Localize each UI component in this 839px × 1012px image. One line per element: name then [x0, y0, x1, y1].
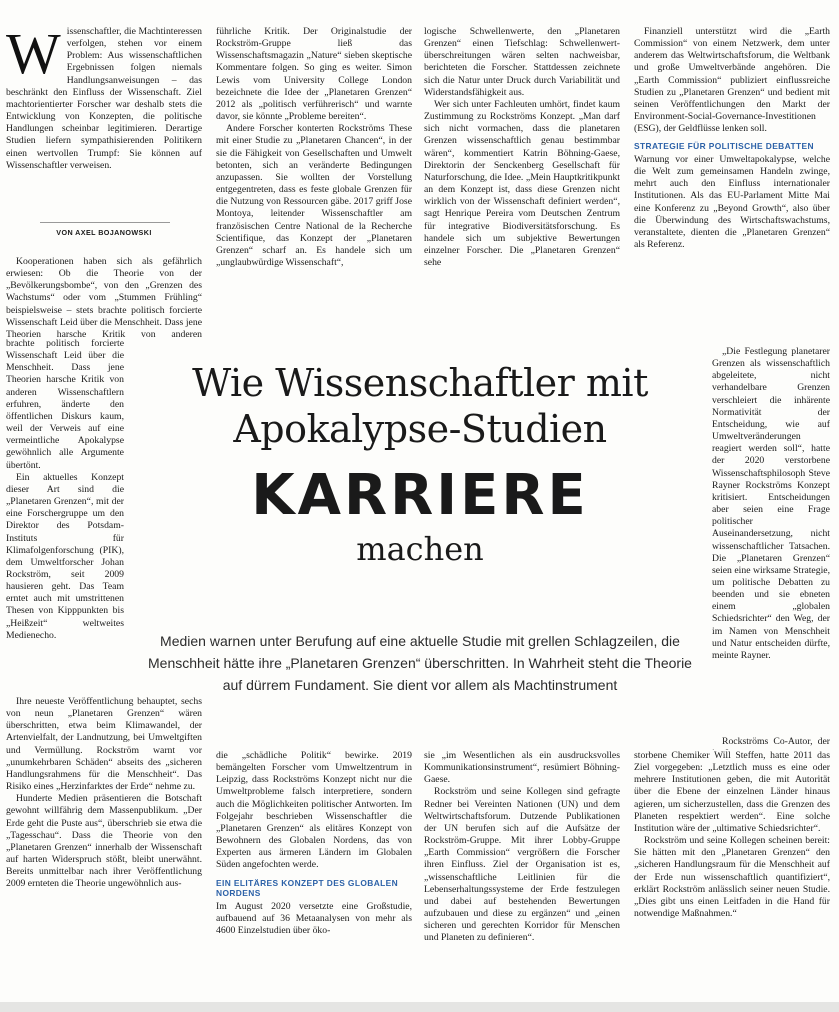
column-2-bottom	[216, 750, 412, 996]
subhead-elitaer: EIN ELITÄRES KONZEPT DES GLOBALEN NORDENS	[216, 877, 399, 899]
column-2-top	[216, 26, 412, 330]
dropcap-letter: W	[6, 26, 61, 86]
paragraph: Rockström und seine Kollegen scheinen bereit: Sie hätten mit den „Planetaren Grenzen“ den „sicheren Handlungsraum für die Menschheit auf der Erde nun wissenschaftlich quantifiziert“, erklärt Rockström anlässlich seiner neuen Studie. „Dies gibt uns einen Leitfaden in die Hand für notwendige Maßnahmen.“	[634, 835, 830, 920]
intro-paragraph: issenschaftler, die Machtinteressen verfolgen, stehen vor einem Problem: Aus wissenschaftlichen Ergebnissen folgen niemals Handlungsanweisungen – das beschränkt den Einfluss der Wissenschaft. Ziel machtorientierter Forscher war deshalb stets die Entwicklung von Konzepten, die politische Handlungen scheinbar legitimieren. Derartige Studien liefern sympathisierenden Politikern einen wertvollen Trumpf: Sie können auf Wissenschaftler verweisen.	[6, 26, 202, 171]
paragraph: Ein aktuelles Konzept dieser Art sind die „Planetaren Grenzen“, mit der eine Forschergruppe um den Direktor des Potsdam-Instituts für Klimafolgenforschung (PIK), dem Umweltforscher Johan Rockström, seit 2009 hausieren geht. Das Team erntet auch mit umstrittenen Thesen von Kipppunkten bis „Heißzeit“ weltweites Medienecho.	[6, 471, 124, 641]
paragraph: „Die Festlegung planetarer Grenzen als wissenschaftlich abgeleitete, nicht verhandelbare Grenzen verschleiert die inhärente Normativität der Entscheidung, wie auf Umweltveränderungen reagiert werden soll“, hatte der 2020 verstorbene Wissenschaftsphilosoph Steve Rayner Rockströms Konzept kritisiert. Entscheidungen aber seien eine Frage politischer Auseinandersetzung, nicht wissenschaftlicher Tatsachen. Die „Planetaren Grenzen“ seien eine wirksame Strategie, um politische Debatten zu beenden und sie ebneten einem „globalen Schiedsrichter“ den Weg, der im Namen von Menschheit und Natur entscheiden dürfte, meinte Rayner.	[712, 346, 830, 661]
paragraph: Im August 2020 versetzte eine Großstudie, aufbauend auf 36 Metaanalysen von mehr als 4600 Einzelstudien über öko-	[216, 900, 412, 936]
page-bottom-edge	[0, 1002, 839, 1012]
column-4-p4	[712, 736, 830, 750]
paragraph: die „schädliche Politik“ bewirke. 2019 bemängelten Forscher vom Umweltzentrum in Leipzig, dass Rockströms Konzept nicht nur die Umweltprobleme falsch interpretiere, sondern auch die Möglichkeiten politischer Antworten. Im Folgejahr beschrieben Wissenschaftler die „Planetaren Grenzen“ als elitäres Konzept von Bewohnern des Globalen Nordens, das von Experten aus ärmeren Ländern im Globalen Süden angefochten werde.	[216, 750, 412, 871]
paragraph: Rockströms Co-Autor, der	[722, 736, 830, 747]
subhead-strategy: STRATEGIE FÜR POLITISCHE DEBATTEN	[634, 141, 814, 152]
headline-line-3: machen	[356, 530, 484, 568]
paragraph: Rockström und seine Kollegen sind gefragte Redner bei Vereinten Nationen (UN) und dem Weltwirtschaftsforum. Dutzende Publikationen der UN berufen sich auf die Aufsätze der Rockström-Gruppe. Mit ihrer Lobby-Gruppe „Earth Commission“ vergrößern die Forscher ihren Einfluss. Ziel der Organisation ist es, „wissenschaftliche Leitlinien für die Lebenserhaltungssysteme der Erde festzulegen und dabei auf bestehenden Bewertungen aufzubauen und diese zu ergänzen“ und „einen sicheren und gerechten Korridor für Menschen und Planeten zu definieren“.	[424, 786, 620, 944]
paragraph: Warnung vor einer Umweltapokalypse, welche die Welt zum gemeinsamen Handeln zwinge, mehrt auch den Einfluss internationaler Institutionen. Als das EU-Parlament Mitte Mai eine Konferenz zu „Beyond Growth“, also über die Überwindung des Wirtschaftswachstums, veranstaltete, dienten die „Planetaren Grenzen“ als Referenz.	[634, 153, 830, 250]
headline-line-1: Wie Wissenschaftler mit	[192, 361, 648, 405]
column-3-bottom	[424, 750, 620, 996]
paragraph: Kooperationen haben sich als gefährlich erwiesen: Ob die Theorie von der „Bevölkerungsbombe“, von den „Grenzen des Wachstums“ oder vom „Stummen Frühling“ beispielsweise – stets brachte politisch forcierte Wissenschaft Leid über die Menschheit. Dass jene Theorien harsche Kritik von anderen	[6, 256, 202, 338]
paragraph: Ihre neueste Veröffentlichung behauptet, sechs von neun „Planetaren Grenzen“ wären überschritten, etwa beim Klimawandel, der Artenvielfalt, der Landnutzung, bei Umweltgiften und Vermüllung. Rockström warnt vor „unumkehrbaren Schäden“ abseits des „sicheren Handlungsrahmens für die Menschheit“. Das Risiko eines „Herzinfarktes der Erde“ nehme zu.	[6, 696, 202, 793]
column-1-p2-full	[6, 256, 202, 338]
headline	[140, 360, 700, 568]
paragraph: Hunderte Medien präsentieren die Botschaft gewohnt willfährig dem Massenpublikum. „Der Erde geht die Puste aus“, überschrieb sie etwa die „Tagesschau“. Dass die Theorie von den „Planetaren Grenzen“ innerhalb der Wissenschaft auf harten Widerspruch stößt, bleibt unerwähnt. Bereits unmittelbar nach ihrer Veröffentlichung 2009 ernteten die Theorie ungewöhnlich aus-	[6, 793, 202, 890]
paragraph: Finanziell unterstützt wird die „Earth Commission“ von einem Netzwerk, dem unter anderem das Weltwirtschaftsforum, die Weltbank und große Umweltverbände angehören. Die „Earth Commission“ publiziert einflussreiche Studien zu „Planetaren Grenzen“ und bedient mit seinen Veröffentlichungen den Markt der Environment-Social-Governance-Investitionen (ESG), der Geldflüsse lenken soll.	[634, 26, 830, 135]
paragraph: storbene Chemiker Will Steffen, hatte 2011 das Ziel vorgegeben: „Letztlich muss es eine oder mehrere Institutionen geben, die mit Autorität über die Ebene der einzelnen Länder hinaus agieren, um sicherzustellen, dass die Grenzen des Planeten respektiert werden“. Eine solche Institution wäre der „ultimative Schiedsrichter“.	[634, 750, 830, 834]
paragraph: logische Schwellenwerte, den „Planetaren Grenzen“ einen Tiefschlag: Schwellenwert-überschreitungen wären selten nachweisbar, berichteten die Forscher. Stattdessen zeichnete sich die Natur unter Druck durch Variabilität und Widerstandsfähigkeit aus.	[424, 26, 620, 98]
byline: VON AXEL BOJANOWSKI	[56, 228, 152, 237]
column-4-bottom	[634, 750, 830, 996]
column-1-top	[6, 26, 202, 218]
headline-line-2: Apokalypse-Studien	[233, 407, 607, 451]
paragraph-continued: brachte politisch forcierte Wissenschaft Leid über die Menschheit. Dass jene Theorien harsche Kritik von anderen Wissenschaftlern erfuhren, änderte den öffentlichen Diskurs kaum, weil der Verweis auf eine vermeintliche Apokalypse gewöhnlich alle Argumente übertönt.	[6, 338, 124, 471]
paragraph: Wer sich unter Fachleuten umhört, findet kaum Zustimmung zu Rockströms Konzept. „Man darf sich nicht vormachen, dass die planetaren Grenzen wissenschaftlich genau bestimmbar wären“, kommentiert Katrin Böhning-Gaese, Direktorin der Senckenberg Gesellschaft für Naturforschung, die Idee. „Mein Hauptkritikpunkt an dem Konzept ist, dass diese Grenzen nicht wirklich von der Wissenschaft definiert werden“, sagt Henrique Pereira vom Deutschen Zentrum für integrative Biodiversitätsforschung. Es handele sich um subjektive Bewertungen einzelner Forscher. Die „Planetaren Grenzen“ sehe	[424, 98, 620, 268]
paragraph: führliche Kritik. Der Originalstudie der Rockström-Gruppe ließ das Wissenschaftsmagazin „Nature“ sieben skeptische Kommentare folgen. So ging es weiter. Simon Lewis vom University College London bezeichnete die Idee der „Planetaren Grenzen“ 2012 als „politisch verführerisch“ und warnte davor, sie könnte „Probleme bereiten“.	[216, 26, 412, 123]
byline-rule	[40, 222, 170, 223]
column-4-narrow	[712, 346, 830, 736]
column-3-top	[424, 26, 620, 330]
column-1-bottom	[6, 696, 202, 996]
deck-text: Medien warnen unter Berufung auf eine aktuelle Studie mit grellen Schlagzeilen, die Menschheit hätte ihre „Planetaren Grenzen“ überschritten. In Wahrheit steht die Theorie auf dürrem Fundament. Sie dient vor allem als Machtinstrument	[148, 633, 692, 693]
paragraph: sie „im Wesentlichen als ein ausdrucksvolles Kommunikationsinstrument“, resümiert Böhning-Gaese.	[424, 750, 620, 786]
paragraph: Andere Forscher konterten Rockströms These mit einer Studie zu „Planetaren Chancen“, in der sie die Fähigkeit von Gesellschaften und Umwelt betonten, sich an veränderte Bedingungen anzupassen. Sie wollten der Vorstellung entgegentreten, dass es feste globale Grenzen für die Nutzung von Ressourcen gäbe. 2017 griff Jose Montoya, leitender Wissenschaftler am französischen Centre National de la Recherche Scientifique, das Konzept der „Planetaren Grenzen“ scharf an. Es handele sich um „unglaubwürdige Wissenschaft“,	[216, 123, 412, 268]
column-4-top	[634, 26, 830, 338]
headline-big-word: KARRIERE	[251, 463, 589, 528]
